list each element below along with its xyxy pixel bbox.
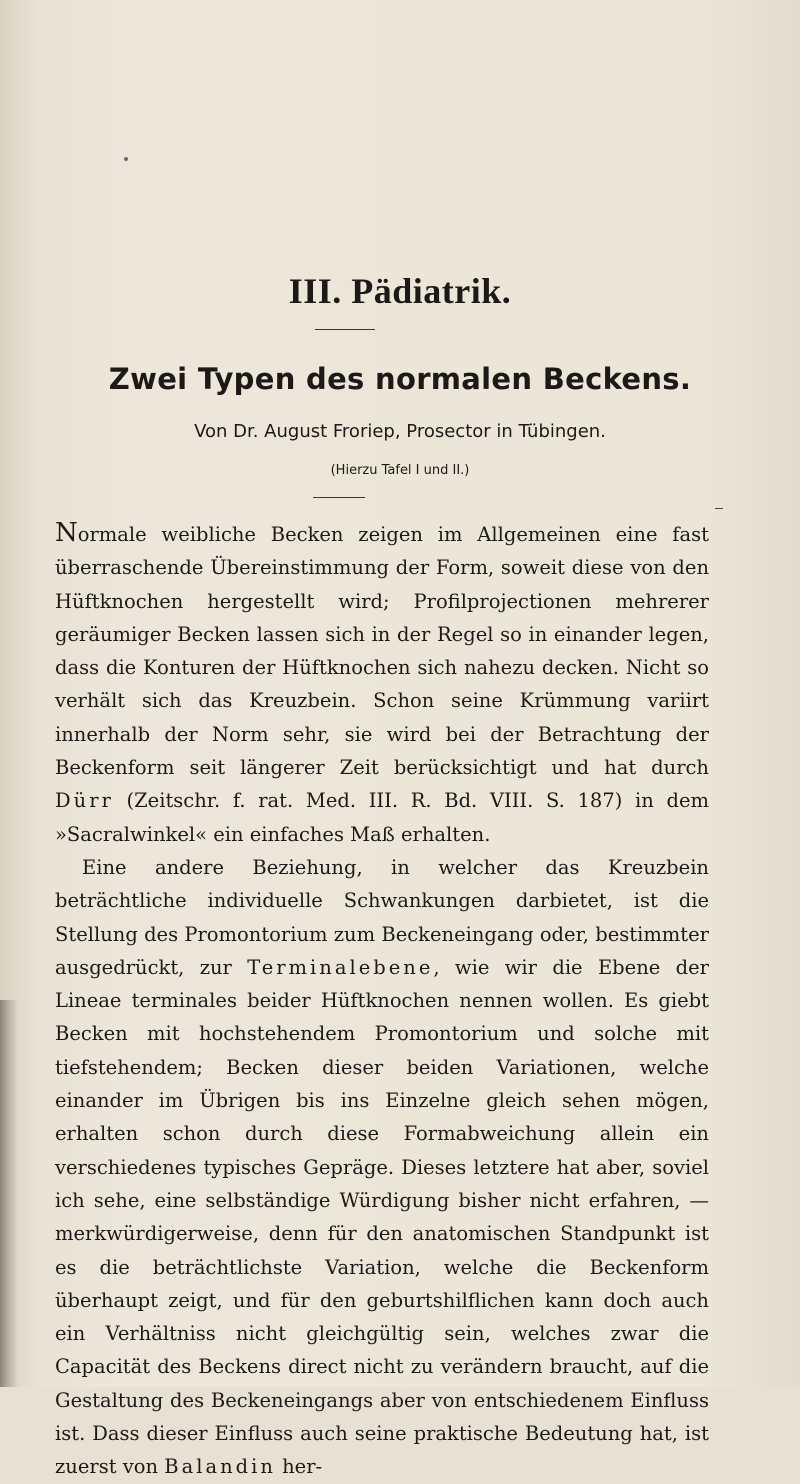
paragraph-1 bbox=[55, 518, 709, 851]
page-speck bbox=[124, 157, 128, 161]
author-reference-duerr: Dürr bbox=[55, 789, 114, 813]
paragraph-2-text-a: Eine andere Beziehung, in welcher das Kreuzbein beträchtliche individuelle Schwankungen darbietet, ist die Stellung des Promontorium zum Beckeneingang oder, bestimmter ausgedrückt, zur bbox=[55, 855, 709, 979]
drop-cap: N bbox=[55, 518, 78, 548]
author-byline: Von Dr. August Froriep, Prosector in Tübingen. bbox=[194, 421, 606, 442]
article-title: Zwei Typen des normalen Beckens. bbox=[108, 362, 692, 396]
paragraph-1-text-b: (Zeitschr. f. rat. Med. III. R. Bd. VIII. S. 187) in dem »Sacralwinkel« ein einfaches Maß erhalten. bbox=[55, 789, 709, 846]
margin-mark bbox=[715, 508, 723, 509]
section-divider bbox=[315, 329, 375, 330]
paragraph-2-text-b: , wie wir die Ebene der Lineae terminales beider Hüftknochen nennen wollen. Es giebt Becken mit hochstehendem Promontorium und solche mit tiefstehendem; Becken dieser beiden Variationen, welche einander im Übrigen bis ins Einzelne gleich sehen mögen, erhalten schon durch diese Formabweichung allein ein verschiedenes typisches Gepräge. Dieses letztere hat aber, soviel ich sehe, eine selbständige Würdigung bisher nicht erfahren, — merkwürdigerweise, denn für den anatomischen Standpunkt ist es die beträchtlichste Variation, welche die Beckenform überhaupt zeigt, und für den geburtshilflichen kann doch auch ein Verhältniss nicht gleichgültig sein, welches zwar die Capacität des Beckens direct nicht zu verändern braucht, auf die Gestaltung des Beckeneingangs aber von entschiedenem Einfluss ist. Dass dieser Einfluss auch seine praktische Bedeutung hat, ist zuerst von bbox=[55, 955, 709, 1479]
paragraph-1-text-a: ormale weibliche Becken zeigen im Allgemeinen eine fast überraschende Übereinstimmung der Form, soweit diese von den Hüftknochen hergestellt wird; Profilprojectionen mehrerer geräumiger Becken lassen sich in der Regel so in einander legen, dass die Konturen der Hüftknochen sich nahezu decken. Nicht so verhält sich das Kreuzbein. Schon seine Krümmung variirt innerhalb der Norm sehr, sie wird bei der Betrachtung der Beckenform seit längerer Zeit berücksichtigt und hat durch bbox=[55, 523, 709, 780]
binding-shadow bbox=[0, 1000, 18, 1387]
title-divider bbox=[313, 497, 365, 498]
article-body bbox=[55, 518, 709, 1484]
paragraph-2 bbox=[55, 851, 709, 1484]
term-terminalebene: Terminalebene bbox=[247, 955, 434, 979]
author-reference-balandin: Balandin bbox=[164, 1455, 276, 1479]
plate-reference: (Hierzu Tafel I und II.) bbox=[330, 463, 470, 478]
paragraph-2-text-c: her- bbox=[275, 1455, 323, 1479]
section-title: III. Pädiatrik. bbox=[288, 271, 512, 311]
